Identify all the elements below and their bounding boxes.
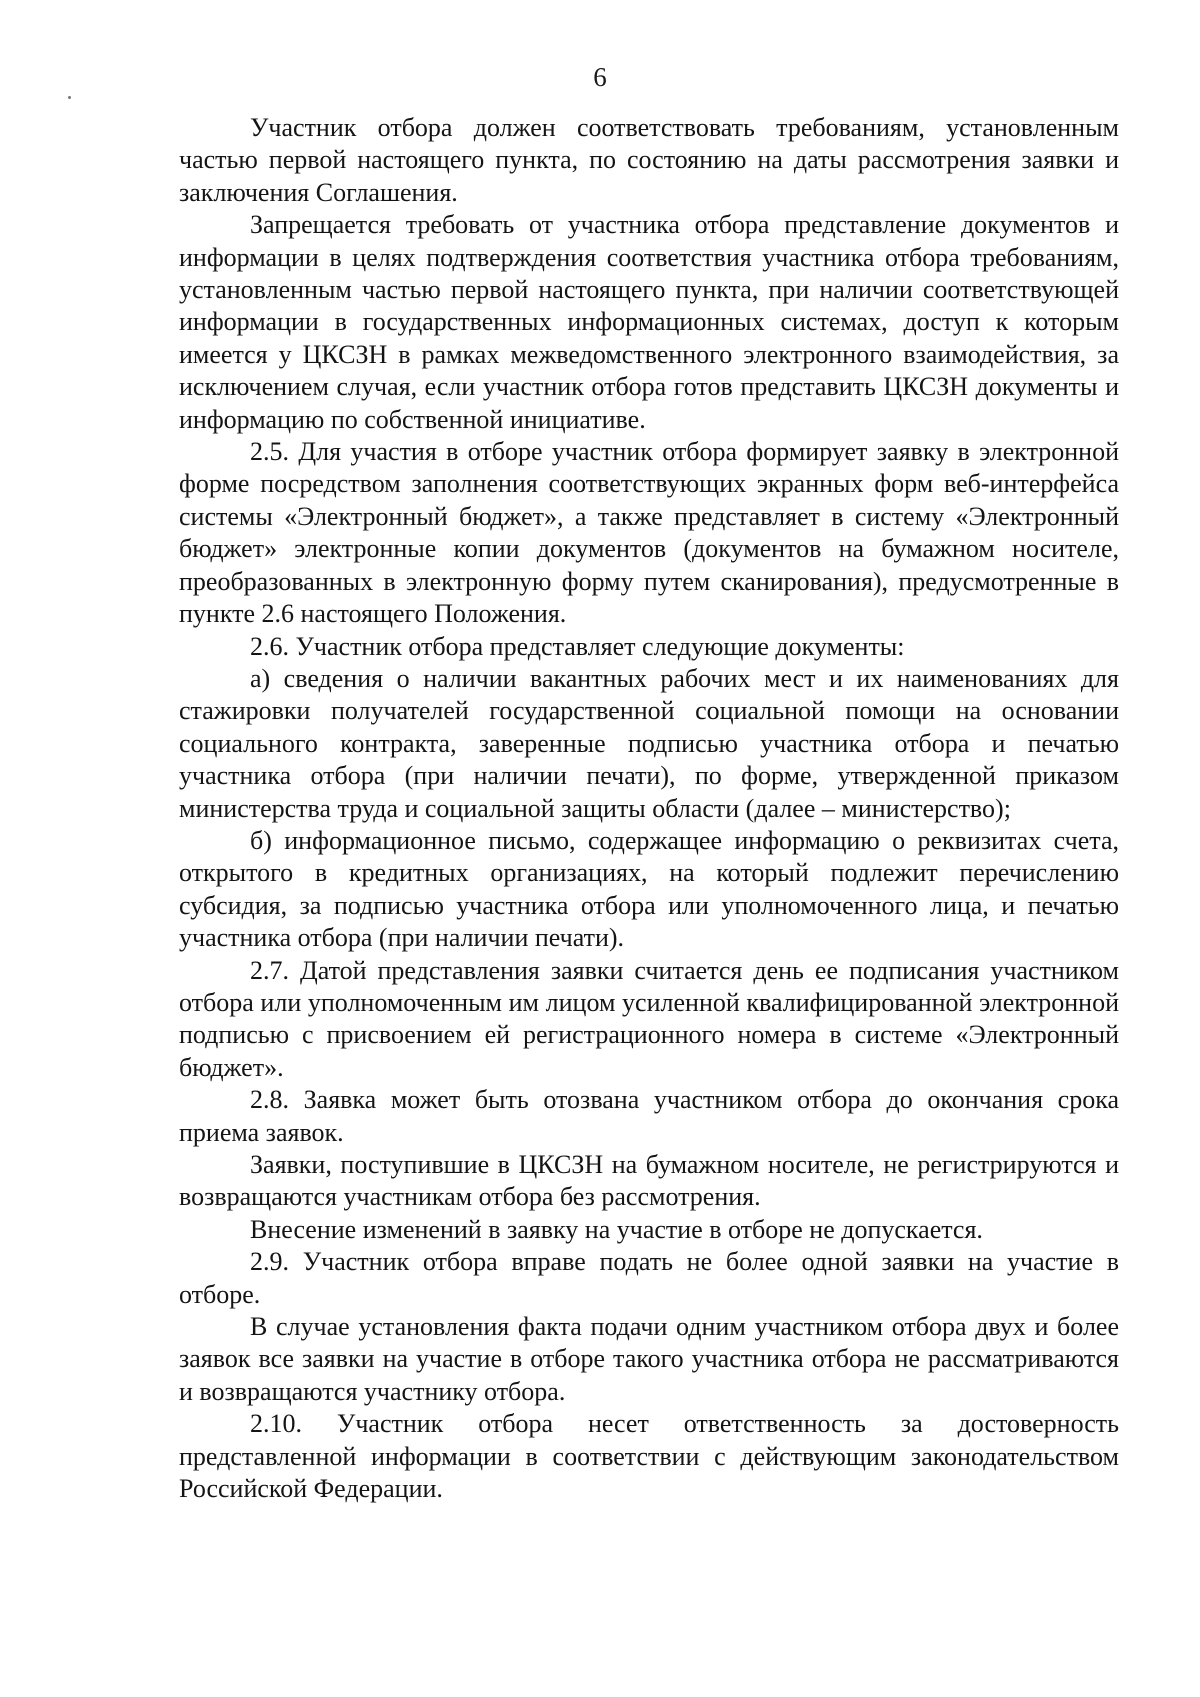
paragraph: Заявки, поступившие в ЦКСЗН на бумажном носителе, не регистрируются и возвращаются участникам отбора без рассмотрения. — [179, 1150, 1119, 1212]
paragraph: Запрещается требовать от участника отбора представление документов и информации в целях подтверждения соответствия участника отбора требованиям, установленным частью первой настоящего пункта, при наличии соответствующей информации в государственных информационных системах, доступ к которым имеется у ЦКСЗН в рамках межведомственного электронного взаимодействия, за исключением случая, если участник отбора готов представить ЦКСЗН документы и информацию по собственной инициативе. — [179, 210, 1119, 434]
paragraph: В случае установления факта подачи одним участником отбора двух и более заявок все заявки на участие в отборе такого участника отбора не рассматриваются и возвращаются участнику отбора. — [179, 1312, 1119, 1406]
scan-speck — [68, 96, 71, 99]
paragraph: 2.7. Датой представления заявки считается день ее подписания участником отбора или уполномоченным им лицом усиленной квалифицированной электронной подписью с присвоением ей регистрационного номера в системе «Электронный бюджет». — [179, 955, 1119, 1082]
paragraph: 2.5. Для участия в отборе участник отбора формирует заявку в электронной форме посредством заполнения соответствующих экранных форм веб-интерфейса системы «Электронный бюджет», а также представляет в систему «Электронный бюджет» электронные копии документов (документов на бумажном носителе, преобразованных в электронную форму путем сканирования), предусмотренные в пункте 2.6 настоящего Положения. — [179, 437, 1119, 629]
paragraph: 2.8. Заявка может быть отозвана участником отбора до окончания срока приема заявок. — [179, 1085, 1119, 1147]
paragraph: Участник отбора должен соответствовать требованиям, установленным частью первой настоящего пункта, по состоянию на даты рассмотрения заявки и заключения Соглашения. — [179, 113, 1119, 207]
paragraph: Внесение изменений в заявку на участие в отборе не допускается. — [250, 1214, 983, 1244]
paragraph: 2.10. Участник отбора несет ответственность за достоверность представленной информации в соответствии с действующим законодательством Российской Федерации. — [179, 1409, 1119, 1504]
document-body — [179, 112, 1119, 1505]
paragraph: 2.6. Участник отбора представляет следующие документы: — [250, 631, 905, 661]
paragraph: б) информационное письмо, содержащее информацию о реквизитах счета, открытого в кредитных организациях, на который подлежит перечислению субсидия, за подписью участника отбора или уполномоченного лица, и печатью участника отбора (при наличии печати). — [179, 825, 1119, 953]
paragraph: а) сведения о наличии вакантных рабочих мест и их наименованиях для стажировки получателей государственной социальной помощи на основании социального контракта, заверенные подписью участника отбора и печатью участника отбора (при наличии печати), по форме, утвержденной приказом министерства труда и социальной защиты области (далее – министерство); — [179, 663, 1119, 823]
page-number: 6 — [593, 62, 607, 92]
paragraph: 2.9. Участник отбора вправе подать не более одной заявки на участие в отборе. — [179, 1247, 1119, 1309]
